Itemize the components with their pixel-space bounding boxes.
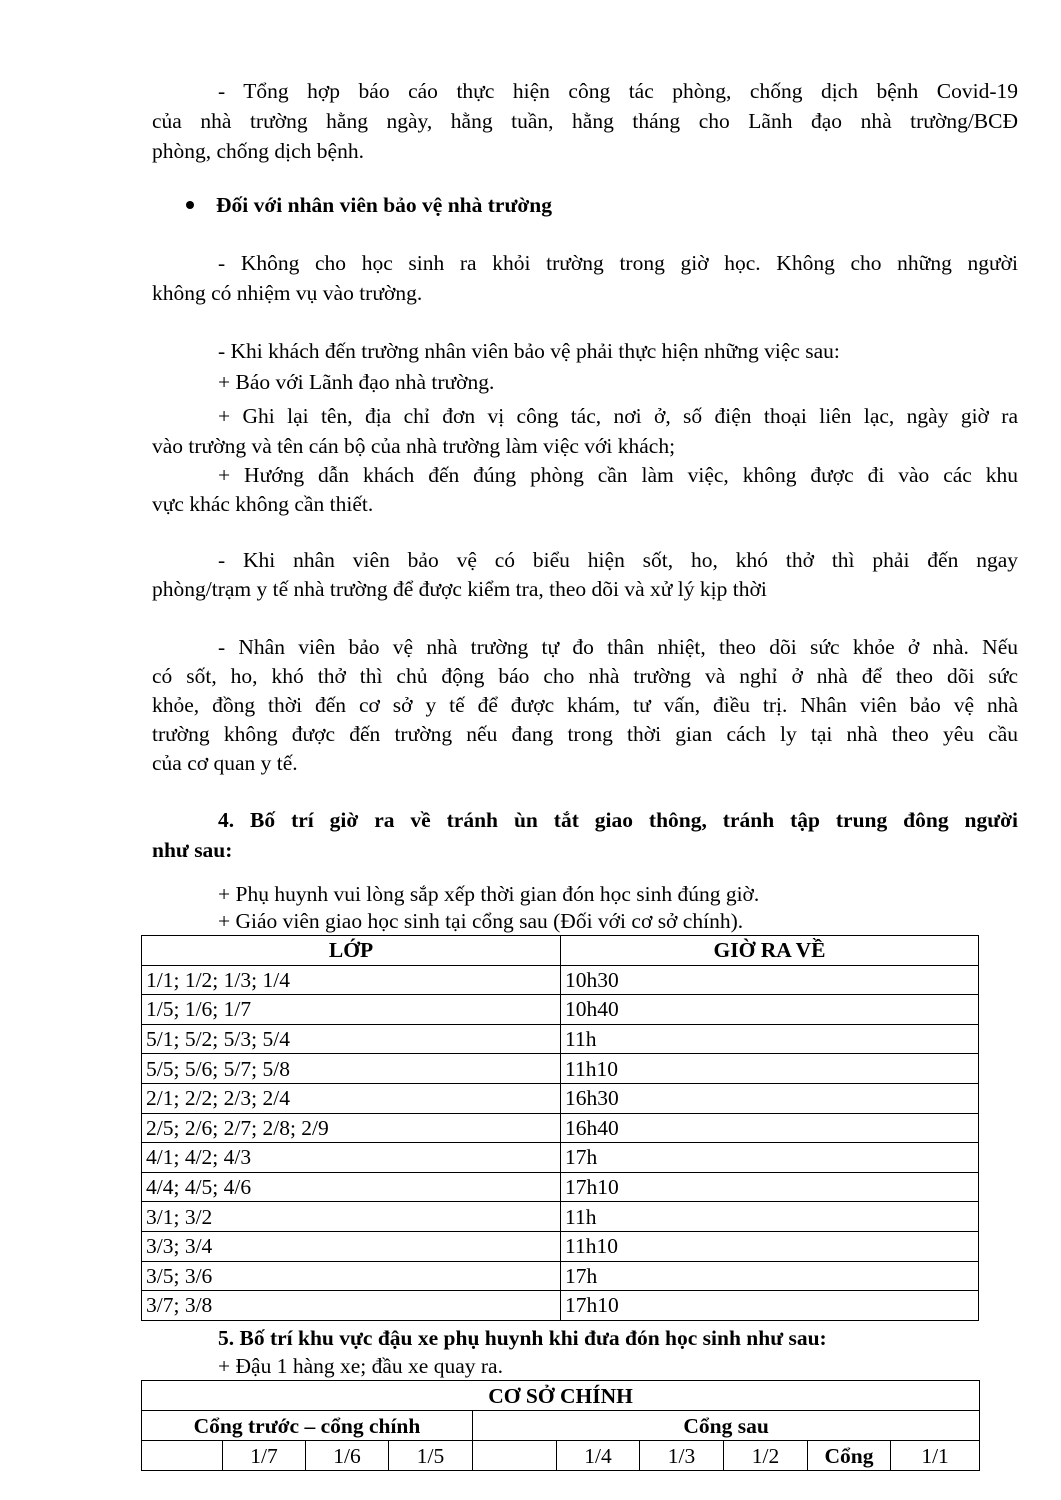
- para3-line1: - Khi khách đến trường nhân viên bảo vệ phải thực hiện những việc sau:: [218, 339, 840, 363]
- table-row: [142, 1172, 979, 1202]
- section5-note: + Đậu 1 hàng xe; đầu xe quay ra.: [218, 1354, 503, 1378]
- column-header-time: GIỜ RA VỀ: [561, 936, 979, 966]
- para2-line2: không có nhiệm vụ vào trường.: [152, 281, 423, 305]
- time-cell: 16h30: [561, 1083, 979, 1113]
- class-cell: 1/5; 1/6; 1/7: [142, 995, 561, 1025]
- parking-cell: [473, 1441, 557, 1471]
- para5-line4: trường không được đến trường nếu đang trong thời gian cách ly tại nhà theo yêu cầu: [152, 722, 1018, 746]
- section4-note1: + Phụ huynh vui lòng sắp xếp thời gian đón học sinh đúng giờ.: [218, 882, 760, 906]
- parking-slot-row: [142, 1441, 980, 1471]
- parking-gate-row: [142, 1411, 980, 1441]
- class-cell: 4/4; 4/5; 4/6: [142, 1172, 561, 1202]
- time-cell: 17h10: [561, 1172, 979, 1202]
- para5-line5: của cơ quan y tế.: [152, 751, 298, 775]
- class-cell: 5/1; 5/2; 5/3; 5/4: [142, 1024, 561, 1054]
- time-cell: 11h10: [561, 1054, 979, 1084]
- front-gate-header: Cổng trước – cổng chính: [142, 1411, 473, 1441]
- para5-line3: khỏe, đồng thời đến cơ sở y tế để được khám, tư vấn, điều trị. Nhân viên bảo vệ nhà: [152, 693, 1018, 717]
- table-row: [142, 1143, 979, 1173]
- parking-cell: 1/3: [640, 1441, 724, 1471]
- section5-heading: 5. Bố trí khu vực đậu xe phụ huynh khi đưa đón học sinh như sau:: [218, 1326, 827, 1350]
- table-row: [142, 1113, 979, 1143]
- class-cell: 3/7; 3/8: [142, 1291, 561, 1321]
- table-row: [142, 995, 979, 1025]
- time-cell: 11h10: [561, 1231, 979, 1261]
- parking-cell: 1/4: [557, 1441, 640, 1471]
- para5-line1: - Nhân viên bảo vệ nhà trường tự đo thân nhiệt, theo dõi sức khỏe ở nhà. Nếu: [218, 635, 1018, 659]
- time-cell: 17h10: [561, 1291, 979, 1321]
- table-row: [142, 1083, 979, 1113]
- column-header-class: LỚP: [142, 936, 561, 966]
- para5-line2: có sốt, ho, khó thở thì chủ động báo cho nhà trường và nghỉ ở nhà để theo dõi sức: [152, 664, 1018, 688]
- back-gate-header: Cổng sau: [473, 1411, 980, 1441]
- time-cell: 11h: [561, 1202, 979, 1232]
- class-cell: 3/3; 3/4: [142, 1231, 561, 1261]
- table-row: [142, 1261, 979, 1291]
- table-row: [142, 1202, 979, 1232]
- table-header-row: [142, 936, 979, 966]
- parking-cell: 1/7: [223, 1441, 306, 1471]
- parking-gate-cell: Cổng: [808, 1441, 891, 1471]
- parking-cell: [142, 1441, 223, 1471]
- para4-line2: phòng/trạm y tế nhà trường để được kiểm tra, theo dõi và xử lý kịp thời: [152, 577, 767, 601]
- section4-heading-line2: như sau:: [152, 838, 233, 862]
- parking-cell: 1/6: [306, 1441, 389, 1471]
- para3-line3: + Ghi lại tên, địa chỉ đơn vị công tác, nơi ở, số điện thoại liên lạc, ngày giờ ra: [218, 404, 1018, 428]
- class-cell: 4/1; 4/2; 4/3: [142, 1143, 561, 1173]
- para1-line3: phòng, chống dịch bệnh.: [152, 139, 364, 163]
- class-cell: 5/5; 5/6; 5/7; 5/8: [142, 1054, 561, 1084]
- para3-line5: + Hướng dẫn khách đến đúng phòng cần làm việc, không được đi vào các khu: [218, 463, 1018, 487]
- parking-cell: 1/1: [891, 1441, 980, 1471]
- time-cell: 17h: [561, 1261, 979, 1291]
- para1-line2: của nhà trường hằng ngày, hằng tuần, hằng tháng cho Lãnh đạo nhà trường/BCĐ: [152, 109, 1018, 133]
- para1-line1: - Tổng hợp báo cáo thực hiện công tác phòng, chống dịch bệnh Covid-19: [218, 79, 1018, 103]
- table-row: [142, 1024, 979, 1054]
- section4-note2: + Giáo viên giao học sinh tại cổng sau (Đối với cơ sở chính).: [218, 909, 744, 933]
- section4-heading-line1: 4. Bố trí giờ ra về tránh ùn tắt giao thông, tránh tập trung đông người: [218, 808, 1018, 832]
- para2-line1: - Không cho học sinh ra khỏi trường trong giờ học. Không cho những người: [218, 251, 1018, 275]
- time-cell: 10h30: [561, 965, 979, 995]
- parking-cell: 1/2: [724, 1441, 808, 1471]
- class-cell: 2/5; 2/6; 2/7; 2/8; 2/9: [142, 1113, 561, 1143]
- table-row: [142, 1231, 979, 1261]
- para4-line1: - Khi nhân viên bảo vệ có biểu hiện sốt, ho, khó thở thì phải đến ngay: [218, 548, 1018, 572]
- parking-title: CƠ SỞ CHÍNH: [142, 1381, 980, 1411]
- para3-line4: vào trường và tên cán bộ của nhà trường làm việc với khách;: [152, 434, 676, 458]
- time-cell: 10h40: [561, 995, 979, 1025]
- bullet-icon: [186, 201, 194, 209]
- table-row: [142, 965, 979, 995]
- class-cell: 2/1; 2/2; 2/3; 2/4: [142, 1083, 561, 1113]
- parking-title-row: [142, 1381, 980, 1411]
- class-cell: 3/5; 3/6: [142, 1261, 561, 1291]
- para3-line2: + Báo với Lãnh đạo nhà trường.: [218, 370, 495, 394]
- parking-table: [141, 1380, 980, 1471]
- schedule-table: [141, 935, 979, 1321]
- table-row: [142, 1054, 979, 1084]
- class-cell: 1/1; 1/2; 1/3; 1/4: [142, 965, 561, 995]
- class-cell: 3/1; 3/2: [142, 1202, 561, 1232]
- time-cell: 11h: [561, 1024, 979, 1054]
- table-row: [142, 1291, 979, 1321]
- para3-line6: vực khác không cần thiết.: [152, 492, 374, 516]
- parking-cell: 1/5: [389, 1441, 473, 1471]
- time-cell: 17h: [561, 1143, 979, 1173]
- time-cell: 16h40: [561, 1113, 979, 1143]
- bullet-heading: Đối với nhân viên bảo vệ nhà trường: [216, 193, 552, 217]
